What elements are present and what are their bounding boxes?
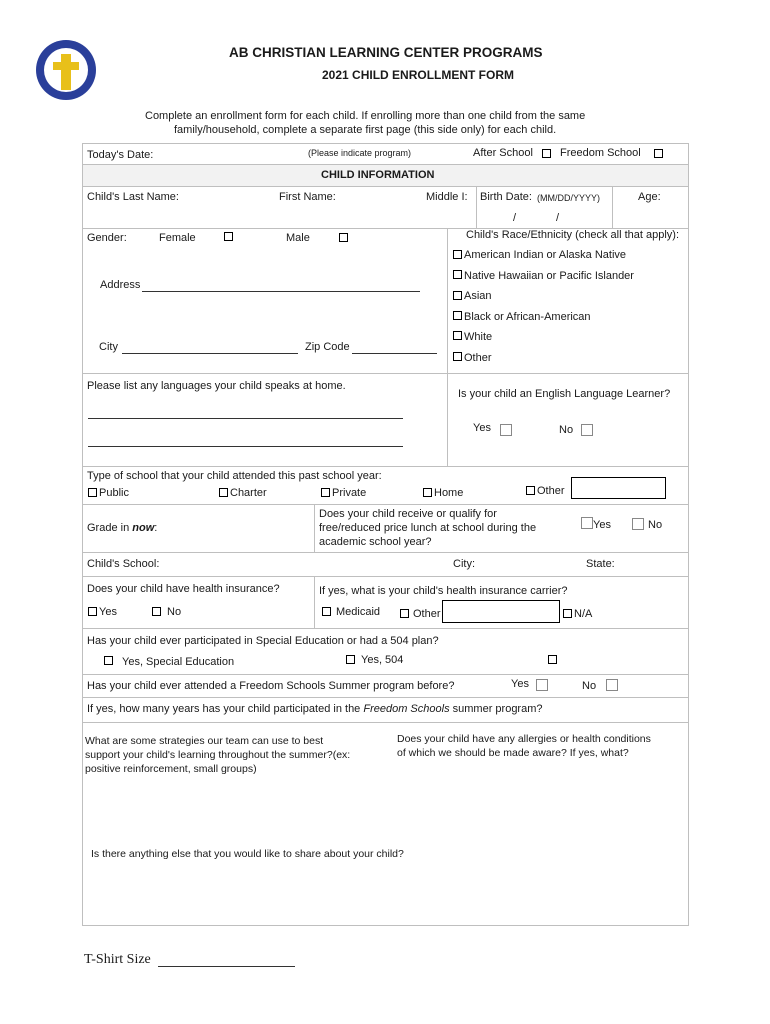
female-checkbox[interactable] — [224, 232, 233, 241]
frame-left — [82, 143, 83, 925]
school-home-label: Home — [434, 487, 464, 499]
carrier-na-label: N/A — [574, 608, 593, 620]
lunch-yes-label: Yes — [593, 519, 611, 531]
lunch-yes-checkbox[interactable] — [581, 517, 593, 529]
lunch-question-3: academic school year? — [319, 536, 432, 548]
tshirt-size-field[interactable] — [158, 966, 295, 967]
freedom-school-label: Freedom School — [560, 147, 641, 159]
form-subtitle: 2021 CHILD ENROLLMENT FORM — [322, 68, 515, 82]
special-ed-504-checkbox[interactable] — [346, 655, 355, 664]
school-charter-label: Charter — [230, 487, 267, 499]
freedom-schools-yes-label: Yes — [511, 678, 529, 690]
divider — [82, 722, 689, 723]
race-checkbox-3[interactable] — [453, 291, 462, 300]
carrier-other-field[interactable] — [442, 600, 560, 623]
birth-date-label: Birth Date: — [480, 191, 532, 203]
school-public-label: Public — [99, 487, 129, 499]
first-name-label: First Name: — [279, 191, 336, 203]
divider — [82, 504, 689, 505]
freedom-years-suffix: summer program? — [449, 703, 543, 715]
grade-label-prefix: Grade in — [87, 522, 133, 534]
zip-field[interactable] — [352, 353, 437, 354]
school-other-label: Other — [537, 485, 565, 497]
special-ed-no-checkbox[interactable] — [548, 655, 557, 664]
freedom-school-checkbox[interactable] — [654, 149, 663, 158]
birth-date-format: (MM/DD/YYYY) — [537, 193, 600, 203]
after-school-label: After School — [473, 147, 533, 159]
race-option-5: White — [464, 331, 493, 343]
divider — [82, 373, 689, 374]
special-ed-504-label: Yes, 504 — [361, 654, 404, 666]
female-label: Female — [159, 232, 196, 244]
race-option-6: Other — [464, 352, 492, 364]
freedom-years-question — [87, 703, 543, 715]
languages-question: Please list any languages your child speaks at home. — [87, 380, 346, 392]
freedom-schools-yes-checkbox[interactable] — [536, 679, 548, 691]
race-heading: Child's Race/Ethnicity (check all that apply): — [466, 229, 680, 241]
languages-line-2[interactable] — [88, 446, 403, 447]
divider — [82, 466, 689, 467]
divider — [82, 697, 689, 698]
race-option-1: American Indian or Alaska Native — [464, 249, 627, 261]
anything-else-question: Is there anything else that you would like to share about your child? — [91, 848, 404, 860]
ell-question: Is your child an English Language Learner? — [458, 388, 671, 400]
last-name-label: Child's Last Name: — [87, 191, 179, 203]
organization-logo — [36, 40, 96, 100]
city-label: City — [99, 341, 118, 353]
grade-label-emph: now — [132, 522, 155, 534]
school-charter-checkbox[interactable] — [219, 488, 228, 497]
carrier-other-label: Other — [413, 608, 441, 620]
lunch-question-1: Does your child receive or qualify for — [319, 508, 497, 520]
lunch-no-label: No — [648, 519, 663, 531]
allergies-line-1: Does your child have any allergies or health conditions — [397, 733, 651, 745]
strategies-line-1: What are some strategies our team can use to best — [85, 735, 324, 747]
special-ed-question: Has your child ever participated in Special Education or had a 504 plan? — [87, 635, 439, 647]
lunch-question-2: free/reduced price lunch at school during the — [319, 522, 537, 534]
divider — [314, 504, 315, 552]
lunch-no-checkbox[interactable] — [632, 518, 644, 530]
male-checkbox[interactable] — [339, 233, 348, 242]
freedom-years-emph: Freedom Schools — [363, 703, 450, 715]
ell-no-label: No — [559, 424, 574, 436]
carrier-other-checkbox[interactable] — [400, 609, 409, 618]
allergies-line-2: of which we should be made aware? If yes, what? — [397, 747, 629, 759]
indicate-program-note: (Please indicate program) — [308, 148, 412, 158]
zip-label: Zip Code — [305, 341, 350, 353]
freedom-schools-question: Has your child ever attended a Freedom Schools Summer program before? — [87, 680, 455, 692]
cross-bar-icon — [53, 62, 79, 70]
languages-line-1[interactable] — [88, 418, 403, 419]
medicaid-label: Medicaid — [336, 606, 381, 618]
race-option-3: Asian — [464, 290, 492, 302]
school-home-checkbox[interactable] — [423, 488, 432, 497]
divider — [476, 186, 477, 228]
divider — [612, 186, 613, 228]
male-label: Male — [286, 232, 310, 244]
strategies-line-3: positive reinforcement, small groups) — [85, 763, 257, 775]
divider — [82, 674, 689, 675]
city-field[interactable] — [122, 353, 298, 354]
race-option-2: Native Hawaiian or Pacific Islander — [464, 270, 634, 282]
divider — [82, 552, 689, 553]
divider — [314, 576, 315, 628]
special-ed-yes-checkbox[interactable] — [104, 656, 113, 665]
school-type-question: Type of school that your child attended this past school year: — [87, 470, 382, 482]
school-other-checkbox[interactable] — [526, 486, 535, 495]
insurance-yes-label: Yes — [99, 606, 117, 618]
cross-icon — [61, 54, 71, 90]
tshirt-size-label: T-Shirt Size — [84, 952, 151, 967]
address-field[interactable] — [142, 291, 420, 292]
divider — [82, 576, 689, 577]
freedom-schools-no-label: No — [582, 680, 597, 692]
gender-label: Gender: — [87, 232, 127, 244]
school-other-field[interactable] — [571, 477, 666, 499]
ell-yes-checkbox[interactable] — [500, 424, 512, 436]
medicaid-checkbox[interactable] — [322, 607, 331, 616]
school-label: Child's School: — [87, 558, 160, 570]
divider — [447, 228, 448, 373]
race-checkbox-2[interactable] — [453, 270, 462, 279]
grade-label — [87, 522, 157, 534]
birth-date-slash-2: / — [556, 212, 560, 224]
after-school-checkbox[interactable] — [542, 149, 551, 158]
insurance-no-label: No — [167, 606, 182, 618]
school-state-label: State: — [586, 558, 615, 570]
divider — [447, 373, 448, 466]
intro-line-2: family/household, complete a separate first page (this side only) for each child. — [174, 124, 557, 136]
carrier-na-checkbox[interactable] — [563, 609, 572, 618]
todays-date-label: Today's Date: — [87, 149, 154, 161]
middle-initial-label: Middle I: — [426, 191, 468, 203]
insurance-no-checkbox[interactable] — [152, 607, 161, 616]
race-option-4: Black or African-American — [464, 311, 591, 323]
form-title: AB CHRISTIAN LEARNING CENTER PROGRAMS — [229, 45, 543, 60]
race-checkbox-1[interactable] — [453, 250, 462, 259]
intro-line-1: Complete an enrollment form for each child. If enrolling more than one child from the same — [145, 110, 586, 122]
divider — [82, 186, 689, 187]
insurance-question: Does your child have health insurance? — [87, 583, 280, 595]
birth-date-slash-1: / — [513, 212, 517, 224]
race-checkbox-6[interactable] — [453, 352, 462, 361]
frame-right — [688, 143, 689, 925]
grade-label-suffix: : — [154, 522, 158, 534]
frame-top — [82, 143, 689, 144]
special-ed-yes-label: Yes, Special Education — [122, 656, 235, 668]
address-label: Address — [100, 279, 141, 291]
race-checkbox-4[interactable] — [453, 311, 462, 320]
school-city-label: City: — [453, 558, 475, 570]
ell-no-checkbox[interactable] — [581, 424, 593, 436]
school-public-checkbox[interactable] — [88, 488, 97, 497]
section-child-info: CHILD INFORMATION — [321, 169, 435, 181]
age-label: Age: — [638, 191, 661, 203]
school-private-checkbox[interactable] — [321, 488, 330, 497]
insurance-yes-checkbox[interactable] — [88, 607, 97, 616]
freedom-years-prefix: If yes, how many years has your child participated in the — [87, 703, 364, 715]
carrier-question: If yes, what is your child's health insurance carrier? — [319, 585, 568, 597]
strategies-line-2: support your child's learning throughout the summer?(ex: — [85, 749, 351, 761]
ell-yes-label: Yes — [473, 422, 491, 434]
race-checkbox-5[interactable] — [453, 331, 462, 340]
divider — [82, 628, 689, 629]
frame-bottom — [82, 925, 689, 926]
freedom-schools-no-checkbox[interactable] — [606, 679, 618, 691]
school-private-label: Private — [332, 487, 367, 499]
